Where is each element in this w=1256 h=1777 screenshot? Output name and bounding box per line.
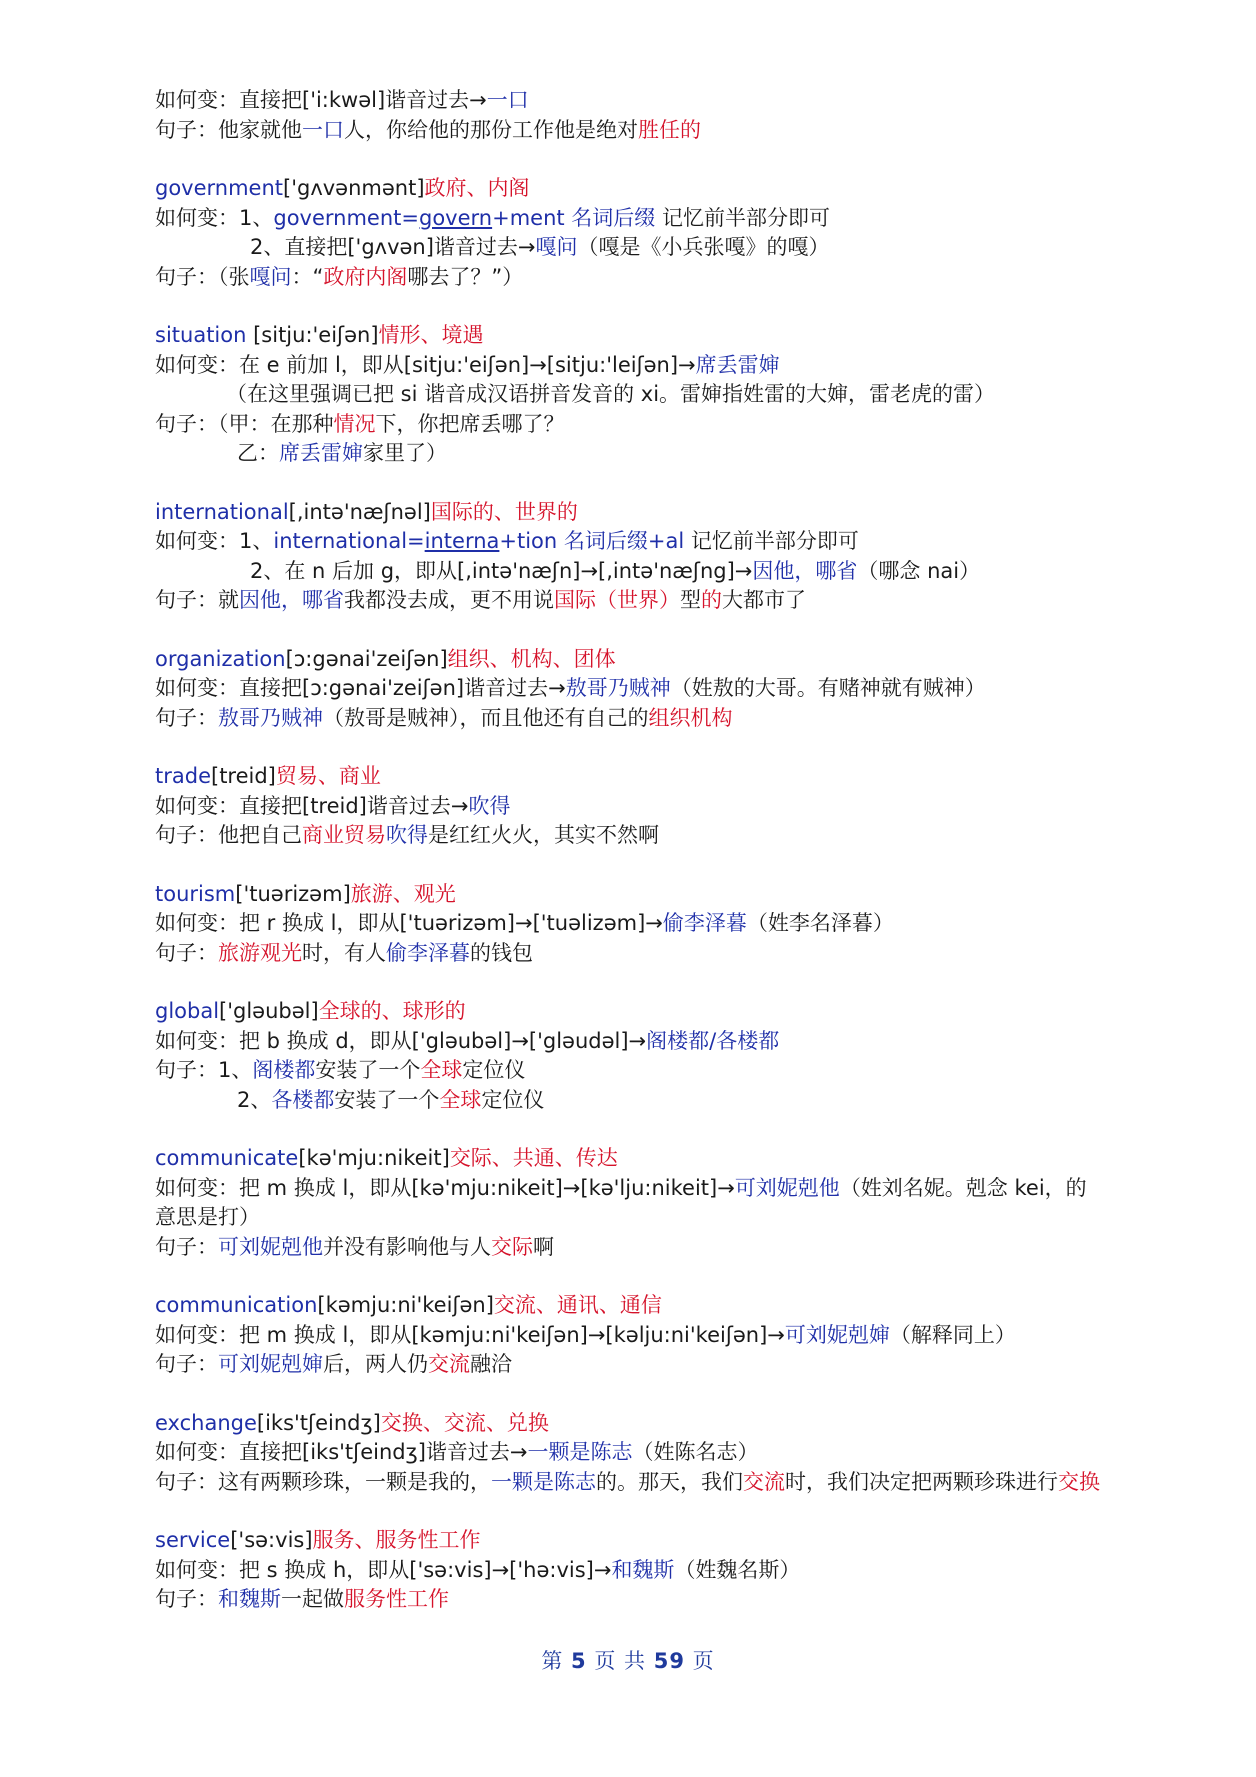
entry-text-line bbox=[155, 527, 1105, 557]
meaning-highlight: 全球 bbox=[420, 1058, 463, 1082]
plain-text: 啊 bbox=[533, 1234, 554, 1259]
plain-text: 的钱包 bbox=[470, 940, 533, 965]
entry-text-line bbox=[155, 1233, 1105, 1263]
entry-text-line bbox=[155, 1585, 1105, 1615]
plain-text: ['sə:vis] bbox=[230, 1528, 313, 1552]
mnemonic-highlight: 和魏斯 bbox=[611, 1557, 675, 1582]
plain-text: 如何变：直接把['i:kwəl]谐音过去→ bbox=[155, 88, 487, 112]
plain-text: 如何变：直接把[treid]谐音过去→ bbox=[155, 793, 469, 818]
entry-text-line bbox=[155, 439, 1105, 469]
entry-text-line bbox=[155, 233, 1105, 263]
meaning-highlight: 贸易、商业 bbox=[275, 764, 381, 788]
plain-text: （姓李名泽暮） bbox=[746, 911, 894, 935]
mnemonic-highlight: trade bbox=[155, 764, 211, 788]
vocab-entry bbox=[155, 1526, 1105, 1615]
mnemonic-highlight: 和魏斯 bbox=[218, 1587, 281, 1611]
plain-text: 2、在 n 后加 g，即从[,intə'næʃn]→[,intə'næʃng]→ bbox=[250, 558, 753, 583]
entry-text-line bbox=[155, 1556, 1105, 1586]
plain-text: ['gʌvənmənt] bbox=[283, 176, 425, 200]
mnemonic-highlight: situation bbox=[155, 323, 247, 347]
meaning-highlight: 交流、通讯、通信 bbox=[493, 1293, 662, 1317]
meaning-highlight: 情形、境遇 bbox=[378, 323, 484, 347]
meaning-highlight: 交换 bbox=[1058, 1469, 1100, 1494]
plain-text: 如何变：1、 bbox=[155, 205, 274, 230]
plain-text: 安装了一个 bbox=[315, 1058, 421, 1082]
entry-headword-line bbox=[155, 762, 1105, 792]
plain-text: 并没有影响他与人 bbox=[323, 1234, 491, 1259]
mnemonic-highlight: 敖哥乃贼神 bbox=[565, 676, 671, 700]
entry-text-line bbox=[155, 1321, 1105, 1351]
entry-text-line bbox=[155, 557, 1105, 587]
plain-text: （敖哥是贼神），而且他还有自己的 bbox=[323, 705, 649, 730]
plain-text: 如何变：把 b 换成 d，即从['gləubəl]→['gləudəl]→ bbox=[155, 1028, 647, 1053]
meaning-highlight: 交流 bbox=[743, 1469, 785, 1494]
plain-text: 句子：就 bbox=[155, 588, 239, 612]
entry-text-line bbox=[155, 1468, 1105, 1498]
entry-headword-line bbox=[155, 645, 1105, 675]
mnemonic-highlight: 席丢雷婶 bbox=[695, 352, 780, 377]
mnemonic-highlight: 可刘妮剋他 bbox=[734, 1175, 840, 1200]
plain-text: （在这里强调已把 si 谐音成汉语拼音发音的 xi。雷婶指姓雷的大婶，雷老虎的雷） bbox=[226, 382, 996, 406]
plain-text: （姓敖的大哥。有赌神就有贼神） bbox=[670, 676, 986, 700]
plain-text: 句子：（甲：在那种 bbox=[155, 411, 334, 436]
mnemonic-highlight: 一口 bbox=[486, 88, 529, 112]
mnemonic-highlight: global bbox=[155, 999, 220, 1023]
vocab-entry bbox=[155, 321, 1105, 469]
mnemonic-highlight: international bbox=[155, 499, 289, 524]
meaning-highlight: 政府、内阁 bbox=[424, 176, 530, 200]
plain-text: 2、直接把['gʌvən]谐音过去→ bbox=[250, 235, 536, 259]
mnemonic-highlight: government= bbox=[273, 205, 419, 230]
plain-text: （姓魏名斯） bbox=[674, 1557, 801, 1582]
meaning-highlight: 旅游观光 bbox=[218, 940, 302, 965]
plain-text: 句子： bbox=[155, 1352, 218, 1376]
vocab-entry bbox=[155, 498, 1105, 616]
mnemonic-highlight: +ment 名词后缀 bbox=[492, 205, 656, 230]
plain-text: 的。那天，我们 bbox=[596, 1469, 743, 1494]
entry-text-line bbox=[155, 792, 1105, 822]
plain-text: 如何变：把 m 换成 l，即从[kə'mju:nikeit]→[kə'lju:nikeit]→ bbox=[155, 1175, 735, 1200]
plain-text: 如何变：把 r 换成 l，即从['tuərizəm]→['tuəlizəm]→ bbox=[155, 911, 663, 935]
mnemonic-highlight: communication bbox=[155, 1293, 318, 1317]
vocab-entry bbox=[155, 174, 1105, 292]
meaning-highlight: 交际、共通、传达 bbox=[449, 1146, 618, 1170]
plain-text: [,intə'næʃnəl] bbox=[288, 499, 431, 524]
entry-text-line bbox=[155, 821, 1105, 851]
entry-text-line bbox=[155, 410, 1105, 440]
plain-text: 我都没去成，更不用说 bbox=[344, 588, 554, 612]
plain-text: ['tuərizəm] bbox=[235, 881, 351, 906]
meaning-highlight: 全球 bbox=[439, 1087, 482, 1112]
plain-text: 哪去了？”） bbox=[407, 264, 524, 289]
plain-text: 型 bbox=[680, 588, 701, 612]
vocab-entry bbox=[155, 1144, 1105, 1262]
mnemonic-highlight: govern bbox=[419, 205, 493, 230]
plain-text: 句子： bbox=[155, 1234, 218, 1259]
meaning-highlight: 商业贸易 bbox=[302, 823, 386, 847]
plain-text: 句子：他家就他 bbox=[155, 117, 302, 142]
footer-middle: 页 共 bbox=[586, 1649, 654, 1673]
meaning-highlight: 交流 bbox=[428, 1352, 470, 1376]
entry-text-line bbox=[155, 939, 1105, 969]
mnemonic-highlight: +tion 名词后缀+al bbox=[499, 529, 685, 553]
plain-text: 乙： bbox=[237, 441, 279, 465]
mnemonic-highlight: 吹得 bbox=[468, 793, 511, 818]
document-page bbox=[155, 86, 1105, 1644]
mnemonic-highlight: 阁楼都 bbox=[252, 1058, 316, 1082]
mnemonic-highlight: 偷李泽暮 bbox=[386, 940, 470, 965]
entry-text-line bbox=[155, 86, 1105, 116]
entry-text-line bbox=[155, 380, 1105, 410]
mnemonic-highlight: communicate bbox=[155, 1146, 299, 1170]
plain-text: 一起做 bbox=[281, 1587, 344, 1611]
entry-text-line bbox=[155, 1438, 1105, 1468]
plain-text: 大都市了 bbox=[722, 588, 806, 612]
plain-text: 记忆前半部分即可 bbox=[655, 205, 830, 230]
vocab-entry bbox=[155, 1291, 1105, 1380]
meaning-highlight: 组织、机构、团体 bbox=[447, 646, 616, 671]
entry-text-line bbox=[155, 351, 1105, 381]
page-footer bbox=[0, 1645, 1256, 1675]
plain-text: [kəmju:ni'keiʃən] bbox=[317, 1293, 494, 1317]
plain-text: ：“ bbox=[291, 264, 324, 289]
mnemonic-highlight: 嘎问 bbox=[535, 235, 578, 259]
mnemonic-highlight: 阁楼都/各楼都 bbox=[646, 1028, 780, 1053]
entry-headword-line bbox=[155, 997, 1105, 1027]
plain-text: [ɔ:gənai'zeiʃən] bbox=[285, 646, 448, 671]
entry-text-line bbox=[155, 909, 1105, 939]
plain-text: （姓陈名志） bbox=[632, 1440, 759, 1464]
mnemonic-highlight: interna bbox=[424, 529, 500, 553]
entry-text-line bbox=[155, 704, 1105, 734]
plain-text: 如何变：1、 bbox=[155, 529, 274, 553]
entry-headword-line bbox=[155, 1291, 1105, 1321]
plain-text: 句子： bbox=[155, 705, 218, 730]
meaning-highlight: 国际的、世界的 bbox=[430, 499, 578, 524]
plain-text: 句子：（张 bbox=[155, 264, 250, 289]
entry-text-line bbox=[155, 1027, 1105, 1057]
entry-headword-line bbox=[155, 1144, 1105, 1174]
plain-text: 句子：1、 bbox=[155, 1058, 253, 1082]
meaning-highlight: 国际（世界） bbox=[554, 588, 680, 612]
mnemonic-highlight: 可刘妮剋婶 bbox=[218, 1352, 323, 1376]
meaning-highlight: 服务、服务性工作 bbox=[312, 1528, 481, 1552]
mnemonic-highlight: 一口 bbox=[302, 117, 344, 142]
entry-headword-line bbox=[155, 1409, 1105, 1439]
entry-headword-line bbox=[155, 174, 1105, 204]
meaning-highlight: 旅游、观光 bbox=[350, 881, 456, 906]
plain-text: 如何变：把 s 换成 h，即从['sə:vis]→['hə:vis]→ bbox=[155, 1557, 612, 1582]
entry-headword-line bbox=[155, 321, 1105, 351]
plain-text: （哪念 nai） bbox=[857, 558, 981, 583]
plain-text: 时，我们决定把两颗珍珠进行 bbox=[785, 1469, 1058, 1494]
vocab-entry bbox=[155, 1409, 1105, 1498]
meaning-highlight: 交际 bbox=[491, 1234, 533, 1259]
plain-text: 记忆前半部分即可 bbox=[684, 529, 859, 553]
mnemonic-highlight: 敖哥乃贼神 bbox=[218, 705, 323, 730]
plain-text: （嘎是《小兵张嘎》的嘎） bbox=[577, 235, 830, 259]
meaning-highlight: 胜任的 bbox=[638, 117, 701, 142]
entry-text-line bbox=[155, 1350, 1105, 1380]
mnemonic-highlight: 一颗是陈志 bbox=[527, 1440, 633, 1464]
mnemonic-highlight: 因他，哪省 bbox=[752, 558, 858, 583]
meaning-highlight: 交换、交流、兑换 bbox=[380, 1410, 549, 1435]
plain-text: 定位仪 bbox=[481, 1087, 545, 1112]
plain-text: 如何变：直接把[ɔ:gənai'zeiʃən]谐音过去→ bbox=[155, 676, 566, 700]
mnemonic-highlight: international= bbox=[273, 529, 425, 553]
plain-text: 下，你把席丢哪了？ bbox=[375, 411, 565, 436]
mnemonic-highlight: 嘎问 bbox=[249, 264, 292, 289]
plain-text: 是红红火火，其实不然啊 bbox=[428, 823, 659, 847]
meaning-highlight: 政府内阁 bbox=[323, 264, 408, 289]
plain-text: 如何变：直接把[iks'tʃeindʒ]谐音过去→ bbox=[155, 1440, 528, 1464]
plain-text: 句子： bbox=[155, 1587, 218, 1611]
vocab-entry bbox=[155, 997, 1105, 1115]
mnemonic-highlight: 可刘妮剋婶 bbox=[784, 1322, 890, 1347]
plain-text: 时，有人 bbox=[302, 940, 386, 965]
meaning-highlight: 情况 bbox=[333, 411, 376, 436]
mnemonic-highlight: tourism bbox=[155, 881, 236, 906]
entry-text-line bbox=[155, 1056, 1105, 1086]
entry-text-line bbox=[155, 1086, 1105, 1116]
current-page-number: 5 bbox=[571, 1649, 587, 1673]
mnemonic-highlight: 席丢雷婶 bbox=[279, 441, 363, 465]
mnemonic-highlight: exchange bbox=[155, 1410, 257, 1435]
mnemonic-highlight: 吹得 bbox=[386, 823, 428, 847]
plain-text: 后，两人仍 bbox=[323, 1352, 428, 1376]
vocab-entry bbox=[155, 880, 1105, 969]
entry-headword-line bbox=[155, 1526, 1105, 1556]
meaning-highlight: 服务性工作 bbox=[344, 1587, 449, 1611]
mnemonic-highlight: 偷李泽暮 bbox=[662, 911, 747, 935]
entry-text-line bbox=[155, 263, 1105, 293]
footer-suffix: 页 bbox=[684, 1649, 715, 1673]
plain-text: 人，你给他的那份工作他是绝对 bbox=[344, 117, 638, 142]
plain-text: 融洽 bbox=[470, 1352, 512, 1376]
entry-text-line bbox=[155, 674, 1105, 704]
plain-text: 定位仪 bbox=[462, 1058, 526, 1082]
plain-text: ['gləubəl] bbox=[219, 999, 319, 1023]
plain-text: [sitju:'eiʃən] bbox=[246, 323, 379, 347]
meaning-highlight: 组织机构 bbox=[648, 705, 733, 730]
meaning-highlight: 全球的、球形的 bbox=[318, 999, 466, 1023]
mnemonic-highlight: 各楼都 bbox=[271, 1087, 335, 1112]
plain-text: [treid] bbox=[211, 764, 276, 788]
total-pages-number: 59 bbox=[653, 1649, 685, 1673]
plain-text: 家里了） bbox=[363, 441, 447, 465]
entry-text-line bbox=[155, 116, 1105, 146]
vocab-entry bbox=[155, 645, 1105, 734]
meaning-highlight: 的 bbox=[701, 588, 722, 612]
vocab-entry bbox=[155, 762, 1105, 851]
plain-text: [iks'tʃeindʒ] bbox=[256, 1410, 381, 1435]
entry-headword-line bbox=[155, 880, 1105, 910]
plain-text: 2、 bbox=[237, 1087, 272, 1112]
plain-text: 句子：他把自己 bbox=[155, 823, 302, 847]
plain-text: [kə'mju:nikeit] bbox=[298, 1146, 450, 1170]
plain-text: 安装了一个 bbox=[334, 1087, 440, 1112]
plain-text: （解释同上） bbox=[889, 1322, 1016, 1347]
mnemonic-highlight: service bbox=[155, 1528, 231, 1552]
plain-text: （姓刘名妮。剋念 kei，的意思是打） bbox=[155, 1175, 1087, 1229]
mnemonic-highlight: organization bbox=[155, 646, 286, 671]
mnemonic-highlight: 因他，哪省 bbox=[239, 588, 344, 612]
vocab-entry bbox=[155, 86, 1105, 145]
mnemonic-highlight: government bbox=[155, 176, 284, 200]
entry-text-line bbox=[155, 1174, 1105, 1233]
mnemonic-highlight: 可刘妮剋他 bbox=[218, 1234, 323, 1259]
plain-text: 如何变：在 e 前加 l，即从[sitju:'eiʃən]→[sitju:'leiʃən]→ bbox=[155, 352, 696, 377]
footer-prefix: 第 bbox=[541, 1649, 572, 1673]
entry-headword-line bbox=[155, 498, 1105, 528]
plain-text: 句子： bbox=[155, 940, 218, 965]
mnemonic-highlight: 一颗是陈志 bbox=[491, 1469, 596, 1494]
plain-text: 如何变：把 m 换成 l，即从[kəmju:ni'keiʃən]→[kəlju:ni'keiʃən]→ bbox=[155, 1322, 785, 1347]
plain-text: 句子：这有两颗珍珠，一颗是我的， bbox=[155, 1469, 491, 1494]
entry-text-line bbox=[155, 204, 1105, 234]
entry-text-line bbox=[155, 586, 1105, 616]
